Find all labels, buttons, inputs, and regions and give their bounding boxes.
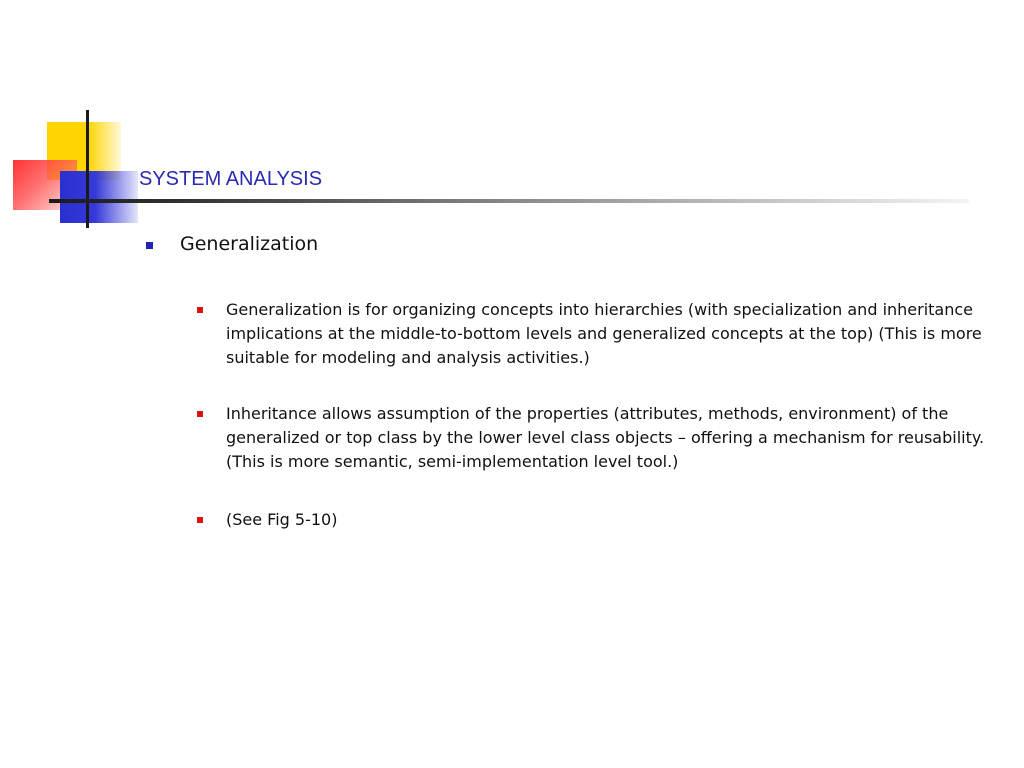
square-bullet-icon — [197, 411, 203, 417]
sub-bullet-generalization — [197, 298, 997, 370]
sub-bullet-text: (See Fig 5-10) — [226, 510, 338, 529]
square-bullet-icon — [197, 517, 203, 523]
sub-bullet-text: Generalization is for organizing concepts into hierarchies (with specialization and inheritance implications at the middle-to-bottom levels and generalized concepts at the top) (This is more suitable for modeling and analysis activities.) — [226, 300, 982, 367]
decorative-vertical-line — [86, 110, 89, 228]
slide-title: SYSTEM ANALYSIS — [139, 168, 323, 190]
decorative-blue-square — [60, 171, 138, 223]
sub-bullet-figure-reference — [197, 508, 997, 532]
square-bullet-icon — [197, 307, 203, 313]
sub-bullet-inheritance — [197, 402, 997, 474]
bullet-level1-text: Generalization — [180, 233, 319, 255]
square-bullet-icon — [146, 242, 153, 249]
title-underline — [49, 199, 969, 203]
bullet-level1 — [146, 233, 318, 255]
sub-bullet-text: Inheritance allows assumption of the properties (attributes, methods, environment) of the generalized or top class by the lower level class objects – offering a mechanism for reusability. (This is more semantic, semi-implementation level tool.) — [226, 404, 985, 471]
